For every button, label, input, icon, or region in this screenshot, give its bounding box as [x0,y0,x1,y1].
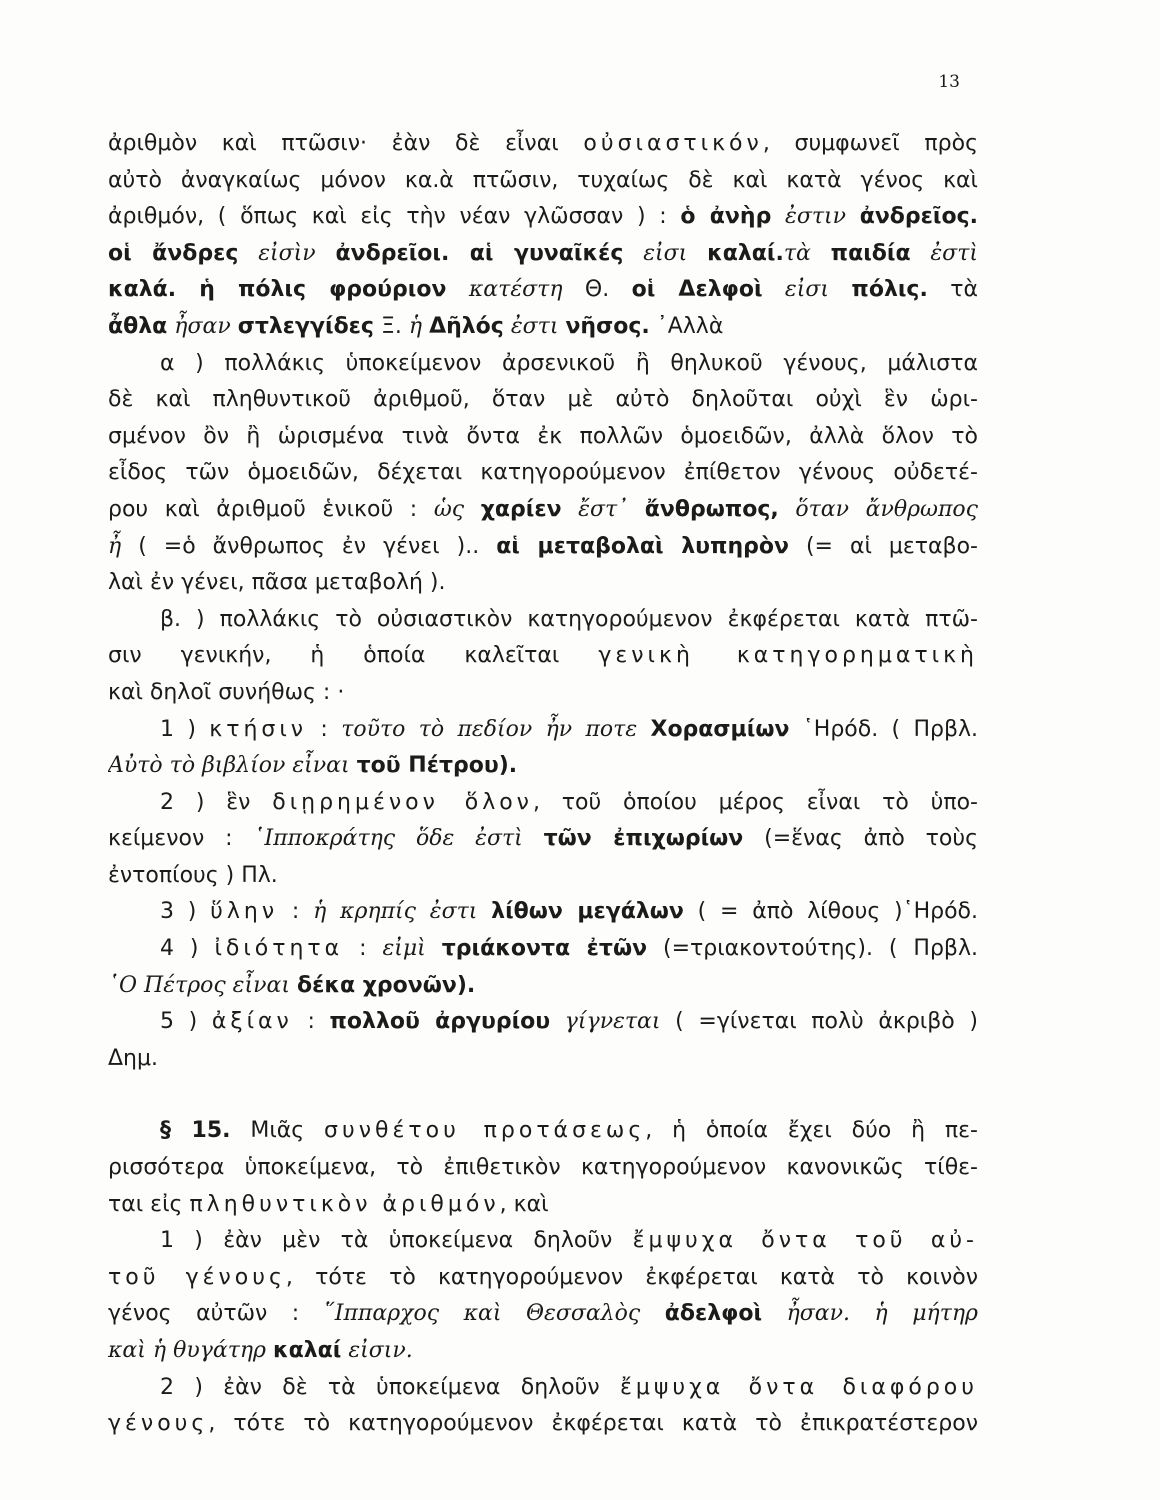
text-line: 2 ) ἓν διῃρημένον ὅλον, τοῦ ὁποίου μέρος εἶναι τὸ ὑπο- [160,789,978,815]
text-line: ἀριθμὸν καὶ πτῶσιν· ἐὰν δὲ εἶναι οὐσιαστικόν, συμφωνεῖ πρὸς [108,131,978,156]
text-line: γένος αὐτῶν : ῞Ιππαρχος καὶ Θεσσαλὸς ἀδελφοὶ ἦσαν. ἡ μήτηρ [108,1301,978,1327]
section-heading-line: § 15. Μιᾶς συνθέτου προτάσεως, ἡ ὁποία ἔχει δύο ἢ πε- [160,1118,978,1144]
text-line: καὶ δηλοῖ συνήθως : · [108,679,345,705]
text-line: 4 ) ἰδιότητα : εἰμὶ τριάκοντα ἐτῶν (=τριακοντούτης). ( Πρβλ. [160,936,978,962]
text-line: ἀριθμόν, ( ὅπως καὶ εἰς τὴν νέαν γλῶσσαν ) : ὁ ἀνὴρ ἐστιν ἀνδρεῖος. [108,204,978,230]
text-line: 1 ) ἐὰν μὲν τὰ ὑποκείμενα δηλοῦν ἔμψυχα ὄντα τοῦ αὐ- [160,1228,978,1254]
text-line: σιν γενικήν, ἡ ὁποία καλεῖται γενικὴ κατηγορηματικὴ [108,643,978,669]
text-line: καλά. ἡ πόλις φρούριον κατέστη Θ. οἱ Δελφοὶ εἰσι πόλις. τὰ [108,277,978,303]
text-line: τοῦ γένους, τότε τὸ κατηγορούμενον ἐκφέρεται κατὰ τὸ κοινὸν [108,1264,978,1290]
text-line: ρου καὶ ἀριθμοῦ ἑνικοῦ : ὡς χαρίεν ἔστ᾿ ἄνθρωπος, ὅταν ἄνθρωπος [108,496,978,522]
text-line: λαὶ ἐν γένει, πᾶσα μεταβολή ). [108,570,446,596]
text-line: 3 ) ὕλην : ἡ κρηπίς ἐστι λίθων μεγάλων ( = ἀπὸ λίθους )῾Ηρόδ. [160,899,978,925]
text-line: ται εἰς πληθυντικὸν ἀριθμόν, καὶ [108,1191,549,1217]
page-number: 13 [938,72,960,92]
text-line: ἆθλα ἦσαν στλεγγίδες Ξ. ἡ Δῆλός ἐστι νῆσος. ᾿Αλλὰ [108,313,724,339]
text-line: 5 ) ἀξίαν : πολλοῦ ἀργυρίου γίγνεται ( =γίνεται πολὺ ἀκριβὸ ) [160,1009,978,1035]
text-line: β. ) πολλάκις τὸ οὐσιαστικὸν κατηγορούμενον ἐκφέρεται κατὰ πτῶ- [160,606,978,632]
text-line: Δημ. [108,1045,158,1071]
text-line: ἦ ( =ὁ ἄνθρωπος ἐν γένει ).. αἱ μεταβολαὶ λυπηρὸν (= αἱ μεταβο- [108,533,978,559]
text-line: 1 ) κτήσιν : τοῦτο τὸ πεδίον ἦν ποτε Χορασμίων ῾Ηρόδ. ( Πρβλ. [160,716,978,742]
text-line: α ) πολλάκις ὑποκείμενον ἀρσενικοῦ ἢ θηλυκοῦ γένους, μάλιστα [160,350,978,376]
text-line: γένους, τότε τὸ κατηγορούμενον ἐκφέρεται κατὰ τὸ ἐπικρατέστερον [108,1411,978,1437]
text-line: 2 ) ἐὰν δὲ τὰ ὑποκείμενα δηλοῦν ἔμψυχα ὄντα διαφόρου [160,1374,978,1400]
text-line: Αὐτὸ τὸ βιβλίον εἶναι τοῦ Πέτρου). [108,753,518,779]
text-line: καὶ ἡ θυγάτηρ καλαί εἰσιν. [108,1338,413,1363]
paragraph-gap [108,1077,978,1113]
text-line: ἐντοπίους ) Πλ. [108,862,278,888]
text-line: ρισσότερα ὑποκείμενα, τὸ ἐπιθετικὸν κατηγορούμενον κανονικῶς τίθε- [108,1155,978,1181]
body-text [108,126,978,1443]
text-line: κείμενον : ῾Ιπποκράτης ὅδε ἐστὶ τῶν ἐπιχωρίων (=ἕνας ἀπὸ τοὺς [108,826,978,852]
text-line: εἶδος τῶν ὁμοειδῶν, δέχεται κατηγορούμενον ἐπίθετον γένους οὐδετέ- [108,460,978,486]
text-line: οἱ ἄνδρες εἰσὶν ἀνδρεῖοι. αἱ γυναῖκές εἰσι καλαί.τὰ παιδία ἐστὶ [108,240,978,266]
text-line: δὲ καὶ πληθυντικοῦ ἀριθμοῦ, ὅταν μὲ αὐτὸ δηλοῦται οὐχὶ ἓν ὡρι- [108,387,978,413]
text-line: ῾Ο Πέτρος εἶναι δέκα χρονῶν). [108,972,476,998]
text-line: αὐτὸ ἀναγκαίως μόνον κα.ὰ πτῶσιν, τυχαίως δὲ καὶ κατὰ γένος καὶ [108,167,978,193]
text-line: σμένον ὂν ἢ ὡρισμένα τινὰ ὄντα ἐκ πολλῶν ὁμοειδῶν, ἀλλὰ ὅλον τὸ [108,423,978,449]
